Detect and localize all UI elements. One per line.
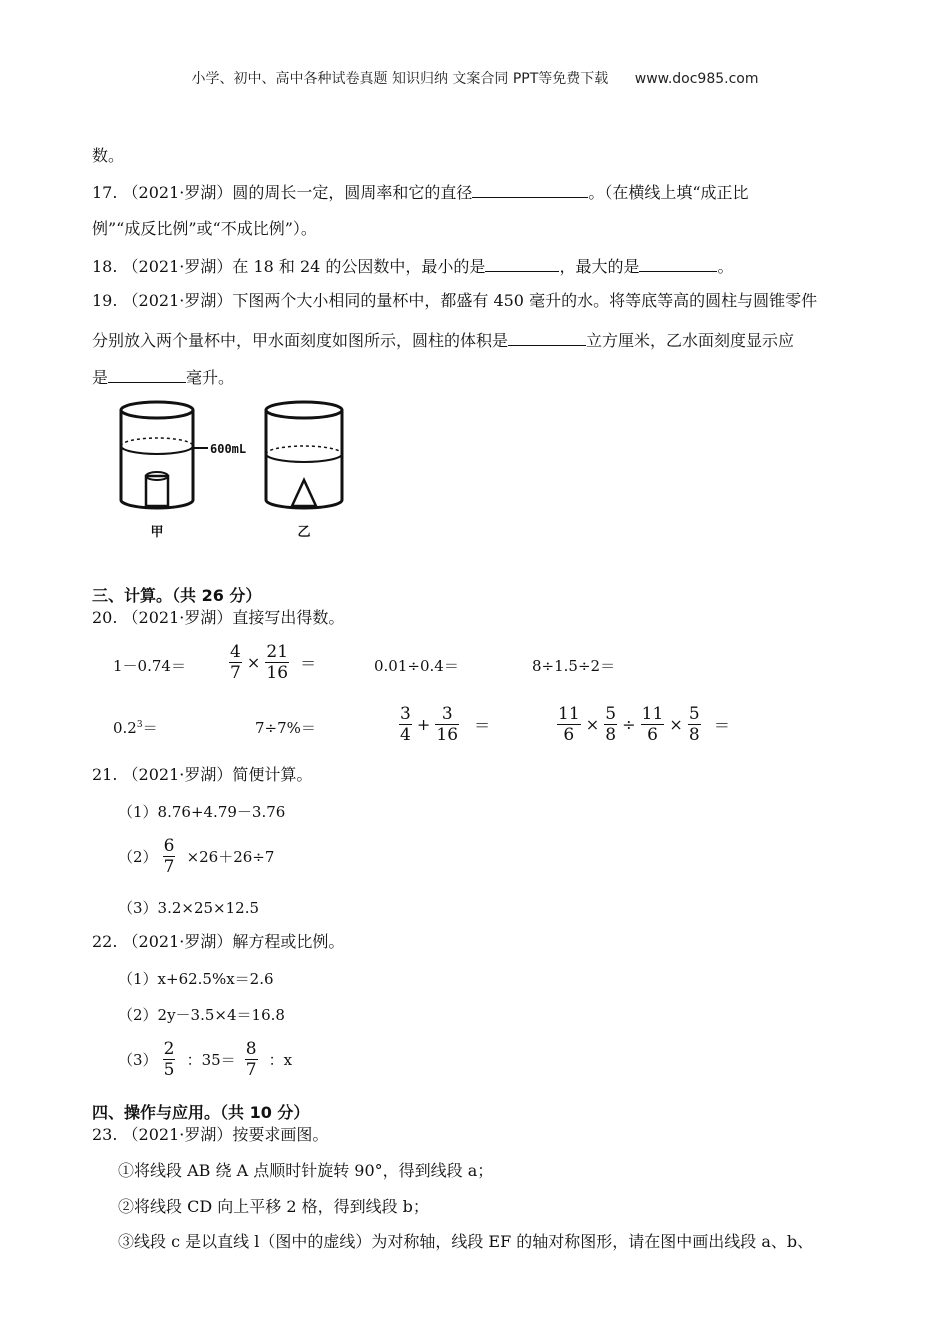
q19-source: （2021·罗湖） [122, 291, 233, 310]
q18-text-b: ，最大的是 [559, 257, 640, 276]
q17-text-b: 。（在横线上填“成正比 [588, 183, 749, 202]
cup-left-label: 甲 [150, 525, 164, 540]
q17-line2: 例”“成反比例”或“不成比例”）。 [92, 219, 317, 238]
level-label-600ml: 600mL [210, 442, 247, 456]
previous-question-tail: 数。 [92, 146, 125, 165]
q20-expr-6: 7÷7%＝ [255, 719, 316, 737]
fraction: $\frac{8}{7}$ [245, 1039, 257, 1080]
q22-line [92, 932, 344, 952]
q19-text-a: 下图两个大小相同的量杯中，都盛有 450 毫升的水。将等底等高的圆柱与圆锥零件 [232, 291, 818, 310]
q19-line1 [92, 291, 817, 311]
section-3-title: 三、计算。（共 26 分） [92, 586, 262, 605]
q20-number: 20. [92, 608, 118, 627]
fraction: $\frac{5}{8}$ [688, 704, 700, 745]
cup-right-label: 乙 [297, 525, 311, 540]
fraction: $\frac{11}{6}$ [558, 704, 580, 745]
q20-text: 直接写出得数。 [232, 608, 345, 627]
page-header [0, 68, 950, 88]
q17-text-a: 圆的周长一定，圆周率和它的直径 [232, 183, 473, 202]
q19-blank-reading[interactable] [108, 366, 186, 383]
q19-text-c: 立方厘米，乙水面刻度显示应 [586, 331, 795, 350]
q17-answer-blank[interactable] [472, 181, 588, 198]
fraction: $\frac{5}{8}$ [605, 704, 617, 745]
q20-expr-7: $\frac{3}{4}$ + $\frac{3}{16}$ ＝ [400, 704, 491, 745]
q23-step-1: ①将线段 AB 绕 A 点顺时针旋转 90°，得到线段 a； [118, 1161, 494, 1180]
q20-source: （2021·罗湖） [122, 608, 233, 627]
q23-number: 23. [92, 1125, 118, 1144]
q22-part-3: （3） $\frac{2}{5}$ ：35＝ $\frac{8}{7}$ ：x [118, 1039, 293, 1080]
q18-blank-max[interactable] [639, 255, 717, 272]
fraction: $\frac{21}{16}$ [266, 642, 289, 683]
q20-expr-5: $0.2^3=$ [113, 719, 158, 737]
header-text: 小学、初中、高中各种试卷真题 知识归纳 文案合同 PPT等免费下载 [191, 71, 609, 87]
q23-step-2: ②将线段 CD 向上平移 2 格，得到线段 b； [118, 1197, 429, 1216]
q19-text-b: 分别放入两个量杯中，甲水面刻度如图所示，圆柱的体积是 [92, 331, 509, 350]
q18-line [92, 255, 733, 277]
measuring-cups-figure [112, 396, 362, 546]
q23-text: 按要求画图。 [232, 1125, 329, 1144]
fraction: $\frac{4}{7}$ [230, 642, 241, 683]
fraction: $\frac{11}{6}$ [641, 704, 664, 745]
q20-expr-4: 8÷1.5÷2＝ [532, 657, 616, 675]
q19-line3 [92, 366, 234, 388]
q20-expr-3: 0.01÷0.4＝ [374, 657, 459, 675]
q19-number: 19. [92, 291, 118, 310]
q22-number: 22. [92, 932, 118, 951]
q20-expr-1: 1－0.74＝ [113, 657, 186, 675]
cup-right [266, 402, 342, 508]
q21-part-3: （3）3.2×25×12.5 [118, 899, 260, 917]
fraction: $\frac{3}{16}$ [436, 704, 459, 745]
q23-line [92, 1125, 328, 1145]
section-4-title: 四、操作与应用。（共 10 分） [92, 1103, 310, 1122]
q22-part-1: （1）x+62.5%x＝2.6 [118, 970, 274, 988]
q22-source: （2021·罗湖） [122, 932, 233, 951]
q18-blank-min[interactable] [485, 255, 559, 272]
q18-text-a: 在 18 和 24 的公因数中，最小的是 [232, 257, 486, 276]
q17-source: （2021·罗湖） [122, 183, 233, 202]
q21-part-1: （1）8.76+4.79－3.76 [118, 803, 286, 821]
q21-line [92, 765, 312, 785]
q20-expr-8: $\frac{11}{6}$ × $\frac{5}{8}$ ÷ $\frac{11}{6}$ × $\frac{5}{8}$ ＝ [558, 704, 730, 745]
header-url[interactable]: www.doc985.com [634, 71, 759, 87]
q19-blank-volume[interactable] [508, 329, 586, 346]
q18-source: （2021·罗湖） [122, 257, 233, 276]
q19-line2 [92, 329, 794, 351]
fraction: $\frac{3}{4}$ [400, 704, 411, 745]
q17-number: 17. [92, 183, 118, 202]
fraction: $\frac{2}{5}$ [163, 1039, 175, 1080]
q21-text: 简便计算。 [232, 765, 313, 784]
q18-text-c: 。 [717, 257, 734, 276]
q22-part-2: （2）2y－3.5×4＝16.8 [118, 1006, 285, 1024]
q20-expr-2: $\frac{4}{7}$ × $\frac{21}{16}$ ＝ [230, 642, 317, 683]
q18-number: 18. [92, 257, 118, 276]
q17-line1 [92, 181, 749, 203]
q22-text: 解方程或比例。 [232, 932, 345, 951]
cup-left [121, 402, 193, 508]
q19-text-d: 是 [92, 368, 109, 387]
fraction: $\frac{6}{7}$ [163, 836, 175, 877]
q23-step-3: ③线段 c 是以直线 l（图中的虚线）为对称轴，线段 EF 的轴对称图形，请在图中画出线段 a、b、 [118, 1232, 814, 1251]
q20-line [92, 608, 344, 628]
q21-source: （2021·罗湖） [122, 765, 233, 784]
q21-number: 21. [92, 765, 118, 784]
q21-part-2: （2） $\frac{6}{7}$ ×26＋26÷7 [118, 836, 275, 877]
q23-source: （2021·罗湖） [122, 1125, 233, 1144]
q19-text-e: 毫升。 [186, 368, 235, 387]
